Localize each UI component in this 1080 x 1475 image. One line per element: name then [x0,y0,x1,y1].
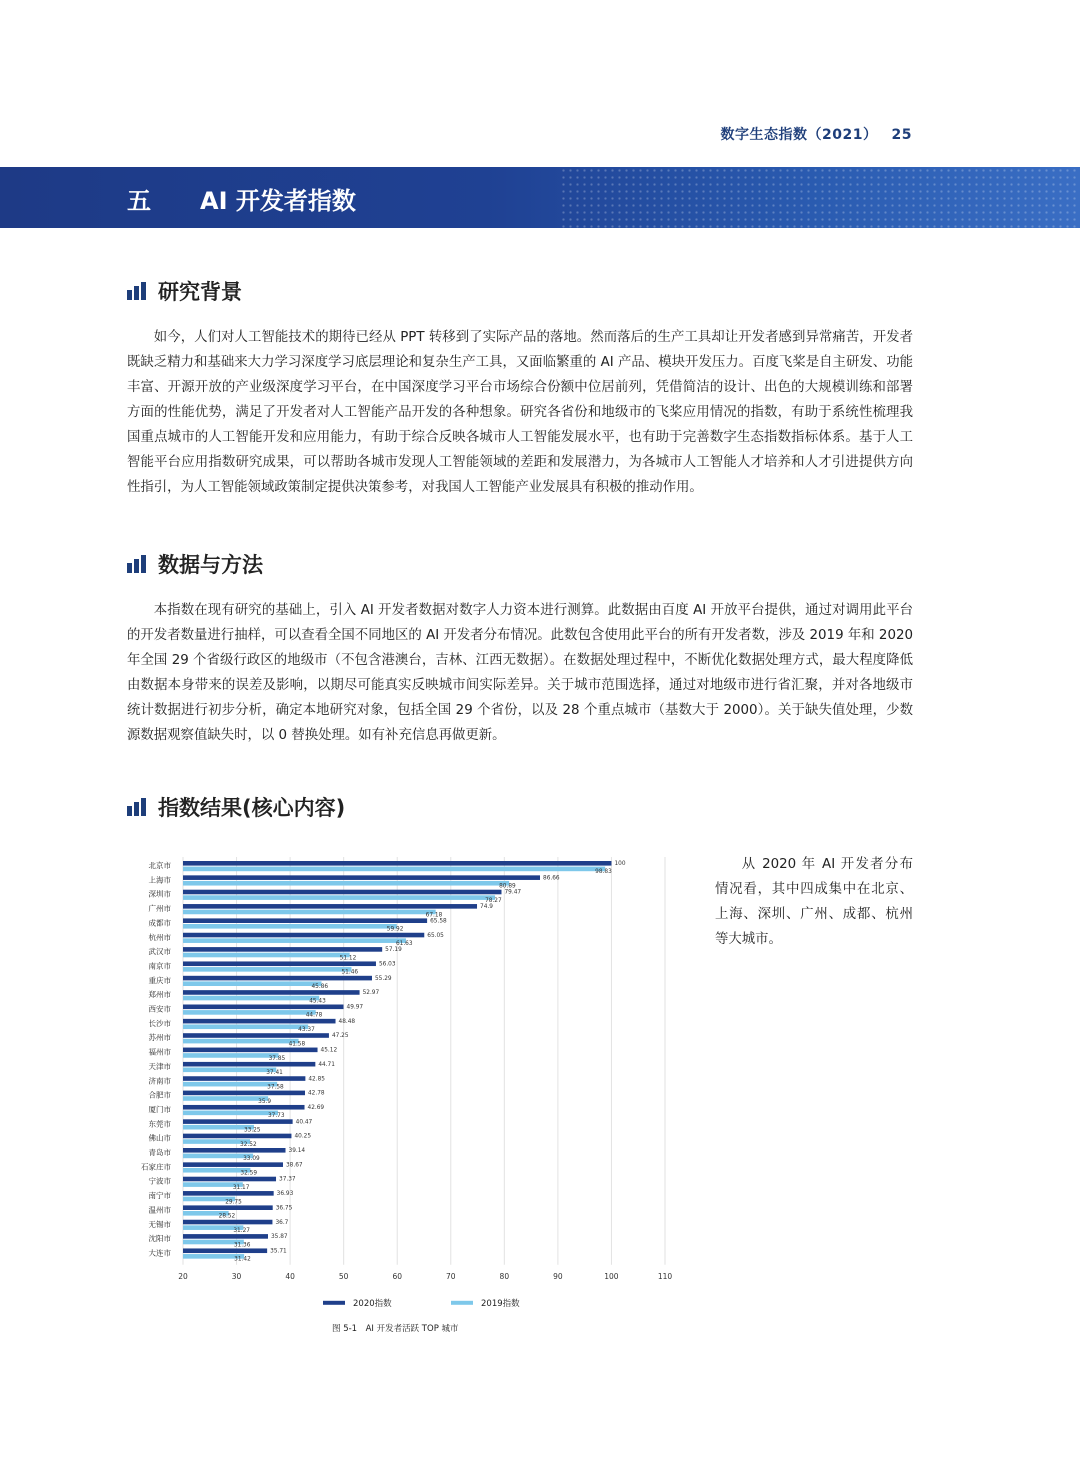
bar-2019 [183,953,350,958]
data-label-2020: 36.93 [276,1191,294,1198]
bar-2019 [183,895,495,900]
category-label: 郑州市 [148,990,171,1000]
bar-2020 [183,875,540,880]
data-label-2020: 44.71 [318,1061,335,1068]
figure-caption: 图 5-1 AI 开发者活跃 TOP 城市 [332,1323,459,1334]
bar-2020 [183,990,360,995]
bar-2019 [183,938,406,943]
x-tick-label: 100 [604,1271,619,1281]
data-label-2020: 35.87 [270,1234,288,1241]
bar-2020 [183,933,424,938]
x-tick-label: 90 [553,1271,563,1281]
bar-2019 [183,1010,316,1015]
x-tick-label: 40 [285,1271,295,1281]
data-label-2019: 31.42 [234,1256,251,1263]
data-label-2019: 80.89 [499,883,516,890]
bar-2019 [183,867,605,872]
data-label-2019: 31.17 [232,1184,250,1191]
data-label-2020: 42.69 [307,1104,325,1111]
category-label: 宁波市 [148,1176,171,1186]
category-label: 温州市 [148,1205,171,1215]
category-label: 东莞市 [148,1119,171,1129]
data-label-2019: 35.9 [258,1098,272,1105]
data-label-2020: 37.37 [279,1176,296,1183]
bar-2020 [183,1048,318,1053]
bar-2020 [183,1062,315,1067]
methods-paragraph: 本指数在现有研究的基础上，引入 AI 开发者数据对数字人力资本进行测算。此数据由百度 AI 开放平台提供，通过对调用此平台的开发者数量进行抽样，可以查看全国不同地区的 AI 开发者分布情况。此数包含使用此平台的所有开发者数，涉及 2019 年和 2020 年全国 29 个省级行政区的地级市（不包含港澳台，吉林、江西无数据）。在数据处理过程中，不断优化数据处理方式，最大程度降低由数据本身带来的误差及影响，以期尽可能真实反映城市间实际差异。关于城市范围选择，通过对地级市进行省汇聚，并对各地级市统计数据进行初步分析，确定本地研究对象，包括全国 29 个省份，以及 28 个重点城市（基数大于 2000）。关于缺失值处理，少数源数据观察值缺失时，以 0 替换处理。如有补充信息再做更新。 [127,603,913,743]
section-heading-results [127,792,345,822]
data-label-2019: 51.12 [339,955,357,962]
bar-2020 [183,1105,305,1110]
bar-2020 [183,1091,305,1096]
bar-2019 [183,981,321,986]
category-label: 青岛市 [148,1148,171,1157]
category-label: 合肥市 [148,1090,171,1100]
results-side-text: 从 2020 年 AI 开发者分布情况看，其中四成集中在北京、上海、深圳、广州、成都、杭州等大城市。 [715,857,913,947]
data-label-2020: 65.05 [427,932,444,939]
data-label-2020: 86.66 [543,875,560,882]
data-label-2019: 33.25 [243,1127,261,1134]
bar-2020 [183,1162,283,1167]
x-tick-label: 30 [231,1271,242,1281]
section-title: 研究背景 [158,280,242,304]
data-label-2019: 61.63 [395,940,413,947]
section-title: 数据与方法 [158,553,263,577]
data-label-2020: 79.47 [504,889,522,896]
bar-chart-icon [127,798,148,816]
data-label-2019: 51.46 [341,969,359,976]
category-label: 杭州市 [148,932,171,942]
category-label: 广州市 [148,904,171,914]
bar-2019 [183,1024,308,1029]
data-label-2019: 37.85 [268,1055,286,1062]
bar-2019 [183,1068,276,1073]
bar-2020 [183,976,372,981]
data-label-2020: 48.48 [338,1018,356,1025]
category-label: 无锡市 [148,1219,171,1229]
banner-dot-pattern [560,167,1080,228]
data-label-2020: 55.29 [374,975,392,982]
category-label: 大连市 [148,1248,171,1258]
data-label-2020: 38.67 [285,1162,303,1169]
category-label: 深圳市 [148,889,171,899]
category-label: 佛山市 [148,1133,171,1143]
data-label-2019: 31.36 [233,1242,251,1249]
doc-title: 数字生态指数（2021） [720,127,878,143]
legend-swatch-2020 [323,1301,345,1305]
data-label-2019: 29.75 [225,1199,242,1206]
data-label-2020: 40.25 [294,1133,312,1140]
bar-2020 [183,1076,305,1081]
bar-2020 [183,1033,329,1038]
data-label-2019: 98.83 [595,869,612,876]
bar-2020 [183,961,376,966]
data-label-2020: 74.9 [480,904,493,911]
page-number: 25 [891,127,912,143]
data-label-2019: 32.59 [240,1170,258,1177]
x-tick-label: 20 [178,1271,188,1281]
data-label-2020: 36.7 [275,1219,289,1226]
data-label-2020: 56.03 [378,961,396,968]
section-title: 指数结果(核心内容) [158,796,346,820]
category-label: 厦门市 [148,1104,171,1114]
data-label-2019: 45.43 [309,998,326,1005]
legend-label-2019: 2019指数 [481,1298,520,1309]
bar-2020 [183,1205,273,1210]
x-tick-label: 50 [338,1271,349,1281]
data-label-2020: 40.47 [295,1119,313,1126]
bar-chart-icon [127,555,148,573]
bar-2020 [183,1119,293,1124]
data-label-2020: 47.25 [331,1033,349,1040]
category-label: 长沙市 [148,1018,171,1028]
x-tick-label: 110 [657,1271,673,1281]
data-label-2019: 33.09 [243,1156,260,1163]
data-label-2020: 65.58 [430,918,447,925]
data-label-2019: 67.18 [425,912,443,919]
bar-2019 [183,1096,268,1101]
bar-2019 [183,1053,279,1058]
data-label-2019: 32.52 [240,1141,257,1148]
data-label-2019: 41.58 [288,1041,306,1048]
bar-2020 [183,1177,276,1182]
legend-swatch-2019 [451,1301,473,1305]
data-label-2020: 39.14 [288,1148,306,1154]
running-header [721,124,912,144]
bar-2019 [183,1111,278,1116]
category-label: 上海市 [148,875,171,885]
bar-2020 [183,947,382,952]
data-label-2020: 49.97 [346,1004,364,1011]
bar-2019 [183,924,397,929]
data-label-2020: 45.12 [320,1047,338,1054]
section-heading-background [127,276,242,306]
data-label-2019: 43.37 [298,1027,315,1034]
chapter-title: AI 开发者指数 [200,187,356,215]
category-label: 福州市 [148,1047,171,1057]
category-label: 成都市 [148,918,171,928]
data-label-2019: 78.27 [485,897,502,904]
bar-2020 [183,1191,274,1196]
data-label-2020: 42.85 [308,1076,325,1083]
data-label-2019: 37.73 [267,1113,285,1120]
category-label: 苏州市 [148,1033,171,1043]
data-label-2019: 28.52 [218,1213,236,1220]
data-label-2019: 45.86 [311,984,329,990]
x-tick-label: 60 [392,1271,402,1281]
section-heading-methods [127,549,263,579]
data-label-2019: 59.92 [386,926,404,933]
data-label-2019: 31.27 [233,1227,250,1234]
bar-2020 [183,1220,272,1225]
bar-2019 [183,967,351,972]
x-tick-label: 80 [499,1271,510,1281]
bar-2020 [183,918,427,923]
category-label: 天津市 [148,1061,171,1071]
legend-label-2020: 2020指数 [353,1298,392,1309]
data-label-2020: 36.75 [275,1205,293,1212]
data-label-2020: 52.97 [362,990,380,997]
category-label: 西安市 [148,1004,171,1014]
category-label: 石家庄市 [141,1162,171,1172]
category-label: 武汉市 [148,947,171,957]
bar-chart-icon [127,282,148,300]
category-label: 沈阳市 [148,1234,171,1244]
data-label-2020: 57.19 [385,947,402,954]
bar-2020 [183,1005,344,1010]
data-label-2019: 44.78 [305,1012,323,1019]
x-tick-label: 70 [446,1271,456,1281]
data-label-2020: 35.71 [270,1248,287,1255]
category-label: 济南市 [148,1076,171,1086]
bar-2019 [183,910,436,915]
bar-2020 [183,1148,286,1153]
data-label-2020: 42.78 [307,1090,325,1097]
developer-city-bar-chart [130,855,690,1335]
data-label-2019: 37.58 [267,1084,284,1091]
bar-2020 [183,1134,291,1139]
category-label: 南京市 [148,961,171,971]
chapter-banner [0,167,1080,228]
data-label-2020: 100 [614,861,626,867]
bar-2019 [183,1039,299,1044]
bar-2019 [183,1082,277,1087]
bar-2020 [183,1234,268,1239]
bar-2020 [183,904,477,909]
data-label-2019: 37.41 [266,1070,283,1077]
background-paragraph: 如今，人们对人工智能技术的期待已经从 PPT 转移到了实际产品的落地。然而落后的生产工具却让开发者感到异常痛苦，开发者既缺乏精力和基础来大力学习深度学习底层理论和复杂生产工具，又面临繁重的 AI 产品、模块开发压力。百度飞桨是自主研发、功能丰富、开源开放的产业级深度学习平台，在中国深度学习平台市场综合份额中位居前列，凭借简洁的设计、出色的大规模训练和部署方面的性能优势，满足了开发者对人工智能产品开发的各种想象。研究各省份和地级市的飞桨应用情况的指数，有助于系统性梳理我国重点城市的人工智能开发和应用能力，有助于综合反映各城市人工智能发展水平，也有助于完善数字生态指数指标体系。基于人工智能平台应用指数研究成果，可以帮助各城市发现人工智能领域的差距和发展潜力，为各城市人工智能人才培养和人才引进提供方向性指引，为人工智能领域政策制定提供决策参考，对我国人工智能产业发展具有积极的推动作用。 [127,330,913,495]
bar-2019 [183,881,509,886]
bar-2020 [183,1019,336,1024]
bar-2020 [183,1248,267,1253]
chapter-number: 五 [127,187,151,215]
category-label: 重庆市 [148,975,171,985]
bar-2020 [183,861,611,866]
category-label: 北京市 [148,861,171,870]
bar-2020 [183,890,501,895]
category-label: 南宁市 [148,1191,171,1201]
bar-2019 [183,996,319,1001]
